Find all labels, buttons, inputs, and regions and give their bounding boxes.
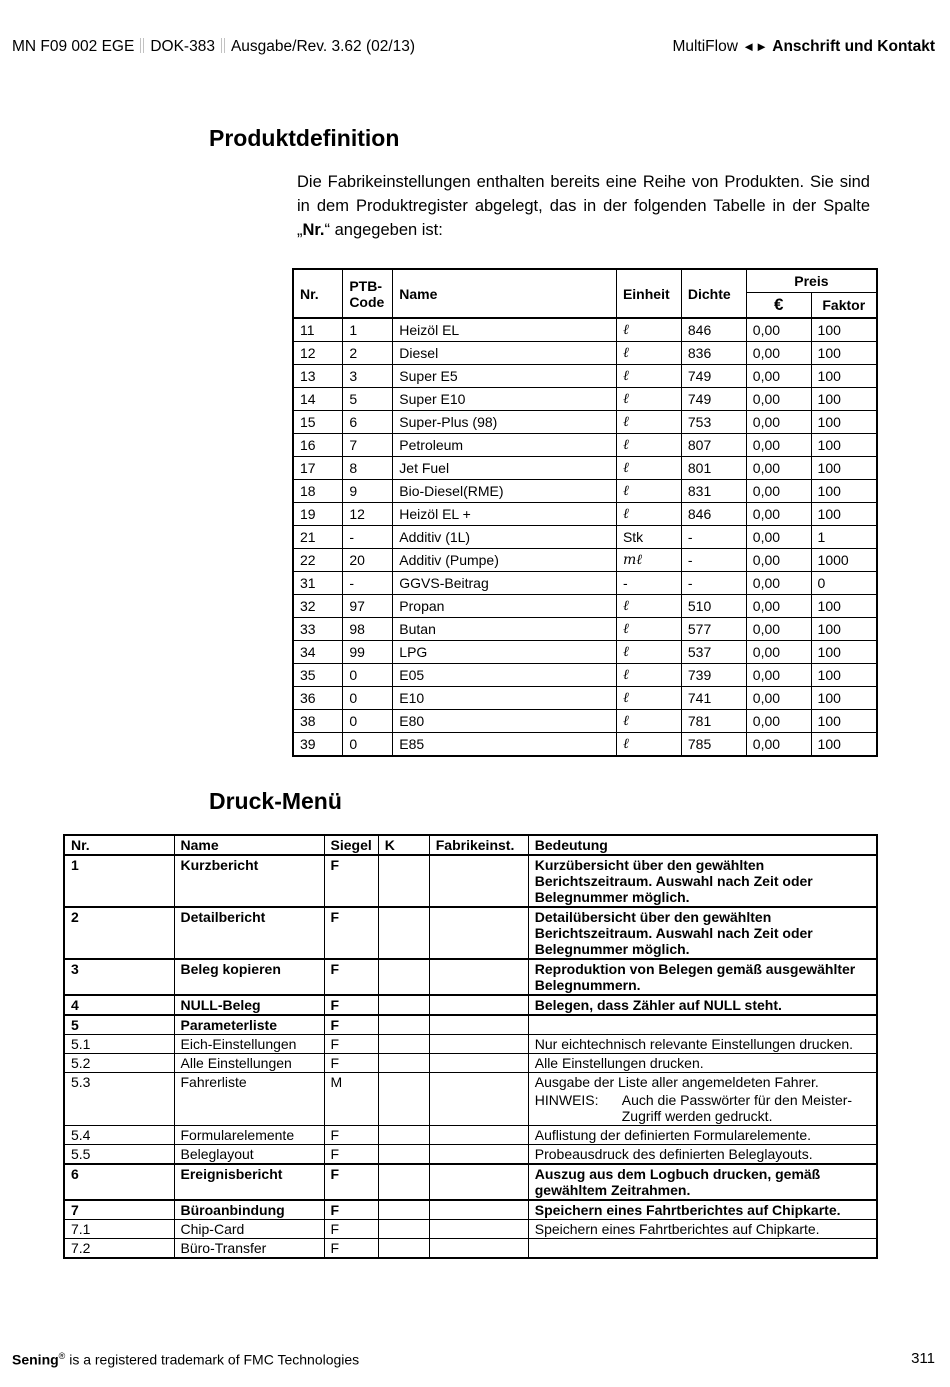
cell-nr: 11 [293, 318, 343, 342]
revision: Ausgabe/Rev. 3.62 (02/13) [230, 38, 416, 55]
cell-preis: 0,00 [746, 710, 811, 733]
cell-preis: 0,00 [746, 526, 811, 549]
col-dichte: Dichte [681, 269, 746, 318]
product-name: MultiFlow [672, 38, 738, 55]
cell-fabrik [429, 1220, 528, 1239]
cell-preis: 0,00 [746, 434, 811, 457]
cell-ptb: - [343, 526, 393, 549]
cell-faktor: 100 [811, 618, 877, 641]
cell-ptb: 1 [343, 318, 393, 342]
cell-preis: 0,00 [746, 365, 811, 388]
cell-siegel: F [324, 959, 378, 995]
cell-nr: 34 [293, 641, 343, 664]
cell-nr: 35 [293, 664, 343, 687]
cell-fabrik [429, 1054, 528, 1073]
product-table [292, 268, 878, 757]
cell-einheit: ℓ [616, 434, 681, 457]
cell-name: E80 [393, 710, 617, 733]
cell-k [378, 1164, 429, 1200]
cell-name: LPG [393, 641, 617, 664]
cell-name: Eich-Einstellungen [174, 1035, 324, 1054]
cell-bedeutung [528, 1015, 877, 1035]
page-header [12, 38, 935, 58]
cell-ptb: 0 [343, 733, 393, 757]
cell-dichte: - [681, 526, 746, 549]
cell-ptb: 98 [343, 618, 393, 641]
cell-ptb: 99 [343, 641, 393, 664]
cell-faktor: 100 [811, 365, 877, 388]
cell-nr: 32 [293, 595, 343, 618]
table-row [293, 641, 877, 664]
table-row [64, 959, 877, 995]
cell-dichte: 739 [681, 664, 746, 687]
cell-einheit: ℓ [616, 388, 681, 411]
cell-name: Büroanbindung [174, 1200, 324, 1220]
cell-faktor: 100 [811, 434, 877, 457]
cell-name: Fahrerliste [174, 1073, 324, 1126]
cell-preis: 0,00 [746, 641, 811, 664]
cell-einheit: ℓ [616, 342, 681, 365]
table-row [64, 1220, 877, 1239]
hinweis-label: HINWEIS: [534, 1092, 599, 1108]
cell-bedeutung: Auflistung der definierten Formularelemente. [528, 1126, 877, 1145]
cell-fabrik [429, 1035, 528, 1054]
cell-dichte: 846 [681, 318, 746, 342]
cell-nr: 22 [293, 549, 343, 572]
cell-nr: 18 [293, 480, 343, 503]
cell-preis: 0,00 [746, 549, 811, 572]
cell-name: Formularelemente [174, 1126, 324, 1145]
table-row [293, 549, 877, 572]
nav-arrows-icon[interactable]: ◄► [742, 39, 768, 54]
cell-siegel: F [324, 1035, 378, 1054]
table-row [293, 342, 877, 365]
cell-siegel: F [324, 907, 378, 959]
cell-ptb: 0 [343, 687, 393, 710]
cell-siegel: F [324, 1220, 378, 1239]
cell-einheit: ℓ [616, 318, 681, 342]
cell-preis: 0,00 [746, 687, 811, 710]
cell-nr: 5.5 [64, 1145, 174, 1165]
cell-k [378, 1200, 429, 1220]
cell-name: Kurzbericht [174, 855, 324, 907]
cell-einheit: ℓ [616, 733, 681, 757]
page-number: 311 [911, 1350, 935, 1367]
produkt-intro: Die Fabrikeinstellungen enthalten bereits eine Reihe von Produkten. Sie sind in dem Produktregister abgelegt, das in der folgenden Tabelle in der Spalte „Nr.“ angegeben ist: [297, 173, 870, 239]
cell-einheit: Stk [616, 526, 681, 549]
table-row [64, 1145, 877, 1165]
col-fabrikeinst: Fabrikeinst. [429, 835, 528, 855]
cell-fabrik [429, 1200, 528, 1220]
cell-ptb: 3 [343, 365, 393, 388]
table-row [293, 365, 877, 388]
cell-preis: 0,00 [746, 342, 811, 365]
table-row [64, 1164, 877, 1200]
cell-nr: 4 [64, 995, 174, 1015]
cell-k [378, 855, 429, 907]
table-row [64, 995, 877, 1015]
cell-name: Super-Plus (98) [393, 411, 617, 434]
table-row [64, 1126, 877, 1145]
cell-faktor: 100 [811, 641, 877, 664]
col-preis: Preis [746, 269, 877, 293]
cell-k [378, 959, 429, 995]
cell-einheit: ℓ [616, 618, 681, 641]
cell-fabrik [429, 959, 528, 995]
druck-menu-table [63, 834, 878, 1259]
cell-nr: 19 [293, 503, 343, 526]
cell-k [378, 1054, 429, 1073]
table-row [293, 572, 877, 595]
cell-nr: 36 [293, 687, 343, 710]
cell-name: Super E10 [393, 388, 617, 411]
cell-dichte: 577 [681, 618, 746, 641]
cell-name: Heizöl EL [393, 318, 617, 342]
cell-dichte: 801 [681, 457, 746, 480]
cell-dichte: 846 [681, 503, 746, 526]
cell-bedeutung: Reproduktion von Belegen gemäß ausgewählter Belegnummern. [528, 959, 877, 995]
table-row [293, 733, 877, 757]
cell-k [378, 1126, 429, 1145]
cell-dichte: 510 [681, 595, 746, 618]
cell-dichte: 537 [681, 641, 746, 664]
cell-ptb: 0 [343, 664, 393, 687]
cell-preis: 0,00 [746, 480, 811, 503]
separator [221, 38, 225, 53]
cell-name: Additiv (Pumpe) [393, 549, 617, 572]
cell-ptb: - [343, 572, 393, 595]
cell-ptb: 20 [343, 549, 393, 572]
cell-siegel: F [324, 1164, 378, 1200]
cell-dichte: 831 [681, 480, 746, 503]
cell-bedeutung: Belegen, dass Zähler auf NULL steht. [528, 995, 877, 1015]
cell-faktor: 100 [811, 595, 877, 618]
cell-preis: 0,00 [746, 572, 811, 595]
cell-bedeutung: Alle Einstellungen drucken. [528, 1054, 877, 1073]
col-einheit: Einheit [616, 269, 681, 318]
cell-dichte: 781 [681, 710, 746, 733]
table-row [64, 1200, 877, 1220]
cell-name: Parameterliste [174, 1015, 324, 1035]
cell-name: Petroleum [393, 434, 617, 457]
cell-faktor: 100 [811, 388, 877, 411]
cell-k [378, 1239, 429, 1259]
cell-ptb: 5 [343, 388, 393, 411]
col-ptb-code: PTB- Code [343, 269, 393, 318]
cell-faktor: 100 [811, 503, 877, 526]
cell-dichte: 749 [681, 365, 746, 388]
hinweis-note [535, 1092, 870, 1124]
cell-nr: 5.3 [64, 1073, 174, 1126]
cell-ptb: 97 [343, 595, 393, 618]
table-row [293, 687, 877, 710]
cell-k [378, 1015, 429, 1035]
cell-dichte: 753 [681, 411, 746, 434]
cell-bedeutung: Probeausdruck des definierten Beleglayouts. [528, 1145, 877, 1165]
cell-k [378, 1145, 429, 1165]
cell-ptb: 8 [343, 457, 393, 480]
col-siegel: Siegel [324, 835, 378, 855]
cell-name: E05 [393, 664, 617, 687]
cell-name: Beleg kopieren [174, 959, 324, 995]
cell-einheit: ℓ [616, 457, 681, 480]
cell-fabrik [429, 1126, 528, 1145]
table-row [293, 526, 877, 549]
cell-faktor: 100 [811, 457, 877, 480]
cell-bedeutung [528, 1239, 877, 1259]
cell-faktor: 100 [811, 342, 877, 365]
cell-fabrik [429, 1239, 528, 1259]
cell-k [378, 1220, 429, 1239]
cell-nr: 7.1 [64, 1220, 174, 1239]
doc-id: MN F09 002 EGE [12, 38, 135, 55]
section-link[interactable]: Anschrift und Kontakt [772, 38, 935, 55]
cell-nr: 7 [64, 1200, 174, 1220]
cell-dichte: 785 [681, 733, 746, 757]
cell-nr: 12 [293, 342, 343, 365]
cell-einheit: ℓ [616, 710, 681, 733]
cell-preis: 0,00 [746, 618, 811, 641]
cell-faktor: 100 [811, 411, 877, 434]
cell-einheit: ℓ [616, 480, 681, 503]
cell-preis: 0,00 [746, 664, 811, 687]
cell-einheit: ℓ [616, 664, 681, 687]
cell-faktor: 1000 [811, 549, 877, 572]
cell-faktor: 100 [811, 480, 877, 503]
cell-preis: 0,00 [746, 388, 811, 411]
cell-dichte: 749 [681, 388, 746, 411]
cell-fabrik [429, 1073, 528, 1126]
cell-siegel: F [324, 1126, 378, 1145]
cell-name: Heizöl EL + [393, 503, 617, 526]
cell-preis: 0,00 [746, 733, 811, 757]
table-row [64, 1239, 877, 1259]
col-nr: Nr. [64, 835, 174, 855]
cell-name: Ereignisbericht [174, 1164, 324, 1200]
cell-siegel: F [324, 1015, 378, 1035]
cell-ptb: 12 [343, 503, 393, 526]
col-k: K [378, 835, 429, 855]
cell-nr: 31 [293, 572, 343, 595]
header-left [12, 38, 415, 56]
euro-icon: € [746, 293, 811, 319]
table-row [293, 664, 877, 687]
cell-preis: 0,00 [746, 457, 811, 480]
cell-siegel: F [324, 855, 378, 907]
cell-siegel: F [324, 1239, 378, 1259]
table-row [293, 457, 877, 480]
cell-faktor: 100 [811, 687, 877, 710]
cell-k [378, 995, 429, 1015]
cell-name: GGVS-Beitrag [393, 572, 617, 595]
cell-siegel: F [324, 1145, 378, 1165]
cell-faktor: 100 [811, 733, 877, 757]
hinweis-text: Auch die Passwörter für den Meister-Zugriff werden gedruckt. [621, 1092, 853, 1124]
table-row [293, 710, 877, 733]
cell-nr: 39 [293, 733, 343, 757]
table-row [64, 1015, 877, 1035]
col-name: Name [174, 835, 324, 855]
cell-name: Beleglayout [174, 1145, 324, 1165]
cell-siegel: M [324, 1073, 378, 1126]
cell-faktor: 100 [811, 710, 877, 733]
cell-siegel: F [324, 1200, 378, 1220]
cell-name: NULL-Beleg [174, 995, 324, 1015]
cell-einheit: ℓ [616, 687, 681, 710]
cell-nr: 21 [293, 526, 343, 549]
produktdefinition-heading: Produktdefinition [209, 125, 400, 151]
table-row [293, 434, 877, 457]
cell-k [378, 1035, 429, 1054]
cell-faktor: 100 [811, 318, 877, 342]
cell-name: Alle Einstellungen [174, 1054, 324, 1073]
trademark-note: Sening® is a registered trademark of FMC Technologies [12, 1351, 360, 1368]
cell-ptb: 7 [343, 434, 393, 457]
table-row [293, 411, 877, 434]
table-row [64, 1054, 877, 1073]
cell-nr: 3 [64, 959, 174, 995]
table-row [293, 318, 877, 342]
cell-nr: 5.1 [64, 1035, 174, 1054]
cell-einheit: mℓ [616, 549, 681, 572]
cell-dichte: - [681, 572, 746, 595]
table-row [64, 855, 877, 907]
cell-ptb: 6 [343, 411, 393, 434]
table-row [64, 1073, 877, 1126]
cell-preis: 0,00 [746, 503, 811, 526]
table-row [293, 595, 877, 618]
cell-nr: 5.4 [64, 1126, 174, 1145]
cell-nr: 2 [64, 907, 174, 959]
cell-bedeutung [528, 1073, 877, 1126]
cell-fabrik [429, 855, 528, 907]
cell-faktor: 100 [811, 664, 877, 687]
cell-einheit: ℓ [616, 503, 681, 526]
cell-bedeutung: Speichern eines Fahrtberichtes auf Chipkarte. [528, 1200, 877, 1220]
cell-preis: 0,00 [746, 318, 811, 342]
cell-siegel: F [324, 1054, 378, 1073]
table-row [293, 618, 877, 641]
cell-dichte: 836 [681, 342, 746, 365]
col-bedeutung: Bedeutung [528, 835, 877, 855]
cell-ptb: 9 [343, 480, 393, 503]
cell-k [378, 907, 429, 959]
cell-nr: 5 [64, 1015, 174, 1035]
cell-name: Detailbericht [174, 907, 324, 959]
cell-bedeutung: Speichern eines Fahrtberichtes auf Chipkarte. [528, 1220, 877, 1239]
cell-nr: 1 [64, 855, 174, 907]
cell-name: Diesel [393, 342, 617, 365]
table-row [293, 388, 877, 411]
cell-preis: 0,00 [746, 595, 811, 618]
cell-fabrik [429, 1015, 528, 1035]
cell-ptb: 0 [343, 710, 393, 733]
cell-fabrik [429, 1164, 528, 1200]
col-faktor: Faktor [811, 293, 877, 319]
cell-nr: 17 [293, 457, 343, 480]
cell-bedeutung: Nur eichtechnisch relevante Einstellungen drucken. [528, 1035, 877, 1054]
cell-name: Bio-Diesel(RME) [393, 480, 617, 503]
cell-einheit: ℓ [616, 411, 681, 434]
cell-faktor: 1 [811, 526, 877, 549]
cell-nr: 5.2 [64, 1054, 174, 1073]
cell-ptb: 2 [343, 342, 393, 365]
cell-name: Additiv (1L) [393, 526, 617, 549]
cell-bedeutung: Detailübersicht über den gewählten Berichtszeitraum. Auswahl nach Zeit oder Belegnummer möglich. [528, 907, 877, 959]
cell-name: E85 [393, 733, 617, 757]
cell-nr: 6 [64, 1164, 174, 1200]
table-row [64, 1035, 877, 1054]
cell-name: Büro-Transfer [174, 1239, 324, 1259]
druck-menu-heading: Druck-Menü [209, 788, 342, 814]
cell-name: E10 [393, 687, 617, 710]
cell-einheit: ℓ [616, 365, 681, 388]
cell-k [378, 1073, 429, 1126]
cell-name: Butan [393, 618, 617, 641]
table-row [293, 503, 877, 526]
header-right [672, 38, 935, 56]
cell-fabrik [429, 1145, 528, 1165]
cell-nr: 33 [293, 618, 343, 641]
col-nr: Nr. [293, 269, 343, 318]
cell-faktor: 0 [811, 572, 877, 595]
cell-preis: 0,00 [746, 411, 811, 434]
cell-bedeutung: Kurzübersicht über den gewählten Berichtszeitraum. Auswahl nach Zeit oder Belegnummer möglich. [528, 855, 877, 907]
cell-bedeutung: Auszug aus dem Logbuch drucken, gemäß gewähltem Zeitrahmen. [528, 1164, 877, 1200]
table-row [293, 480, 877, 503]
cell-fabrik [429, 995, 528, 1015]
cell-einheit: ℓ [616, 595, 681, 618]
cell-fabrik [429, 907, 528, 959]
cell-einheit: ℓ [616, 641, 681, 664]
cell-nr: 13 [293, 365, 343, 388]
cell-nr: 7.2 [64, 1239, 174, 1259]
bedeutung-text: Ausgabe der Liste aller angemeldeten Fahrer. [534, 1074, 819, 1090]
cell-dichte: 807 [681, 434, 746, 457]
cell-name: Jet Fuel [393, 457, 617, 480]
cell-nr: 14 [293, 388, 343, 411]
cell-siegel: F [324, 995, 378, 1015]
separator [141, 38, 145, 53]
cell-dichte: 741 [681, 687, 746, 710]
table-row [64, 907, 877, 959]
col-name: Name [393, 269, 617, 318]
cell-name: Chip-Card [174, 1220, 324, 1239]
cell-name: Super E5 [393, 365, 617, 388]
cell-nr: 16 [293, 434, 343, 457]
cell-nr: 15 [293, 411, 343, 434]
cell-name: Propan [393, 595, 617, 618]
cell-einheit: - [616, 572, 681, 595]
dok-number: DOK-383 [150, 38, 215, 55]
cell-dichte: - [681, 549, 746, 572]
cell-nr: 38 [293, 710, 343, 733]
